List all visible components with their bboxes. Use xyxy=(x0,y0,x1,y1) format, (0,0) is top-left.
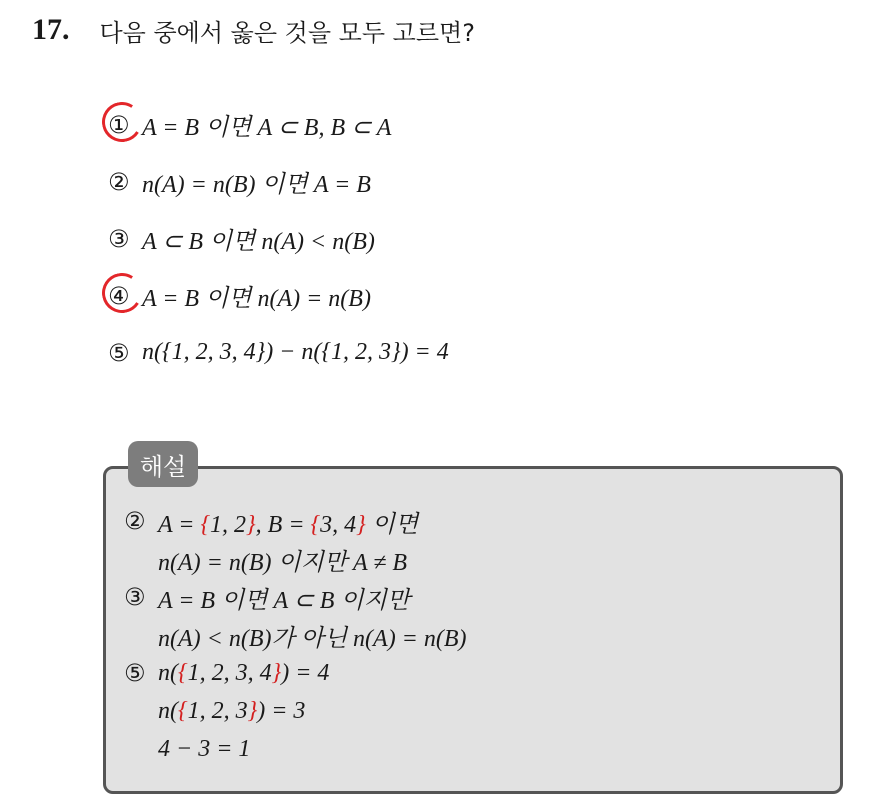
solution-line-2 xyxy=(124,540,467,578)
option-1[interactable] xyxy=(108,96,449,153)
solution-line-4-text: n(A) < n(B)가 아닌 n(A) = n(B) xyxy=(158,625,467,652)
solution-line-1-number: ② xyxy=(124,507,146,535)
solution-line-2-text: n(A) = n(B) 이지만 A ≠ B xyxy=(158,549,408,576)
option-5-number: ⑤ xyxy=(108,338,130,367)
solution-line-5-number: ⑤ xyxy=(124,659,146,687)
question-stem: 다음 중에서 옳은 것을 모두 고르면? xyxy=(99,18,475,47)
solution-line-7-text: 4 − 3 = 1 xyxy=(158,735,251,762)
option-4-text: A = B 이면 n(A) = n(B) xyxy=(142,286,371,312)
solution-line-4 xyxy=(124,616,467,654)
option-4-circle-mark xyxy=(98,269,145,316)
option-4[interactable] xyxy=(108,267,449,324)
solution-line-5 xyxy=(124,654,467,692)
solution-line-5-text: n({1, 2, 3, 4}) = 4 xyxy=(158,659,330,686)
option-3[interactable] xyxy=(108,210,449,267)
solution-line-1-text: A = {1, 2}, B = {3, 4} 이면 xyxy=(158,511,419,538)
question-header xyxy=(32,10,475,50)
solution-line-6 xyxy=(124,692,467,730)
option-2[interactable] xyxy=(108,153,449,210)
solution-label: 해설 xyxy=(128,441,198,487)
solution-line-6-text: n({1, 2, 3}) = 3 xyxy=(158,697,306,724)
option-3-text: A ⊂ B 이면 n(A) < n(B) xyxy=(142,229,375,255)
question-number: 17. xyxy=(32,13,70,46)
option-4-number: ④ xyxy=(108,281,130,310)
option-2-number: ② xyxy=(108,167,130,196)
option-1-text: A = B 이면 A ⊂ B, B ⊂ A xyxy=(142,115,392,141)
solution-line-7 xyxy=(124,730,467,768)
option-2-text: n(A) = n(B) 이면 A = B xyxy=(142,172,371,198)
option-1-number: ① xyxy=(108,110,130,139)
options-list xyxy=(108,96,449,381)
solution-line-3-number: ③ xyxy=(124,583,146,611)
solution-line-1 xyxy=(124,502,467,540)
solution-lines xyxy=(124,502,467,768)
option-5[interactable] xyxy=(108,324,449,381)
option-5-text: n({1, 2, 3, 4}) − n({1, 2, 3}) = 4 xyxy=(142,339,449,365)
solution-line-3-text: A = B 이면 A ⊂ B 이지만 xyxy=(158,587,410,614)
option-1-circle-mark xyxy=(98,98,145,145)
option-3-number: ③ xyxy=(108,224,130,253)
solution-line-3 xyxy=(124,578,467,616)
